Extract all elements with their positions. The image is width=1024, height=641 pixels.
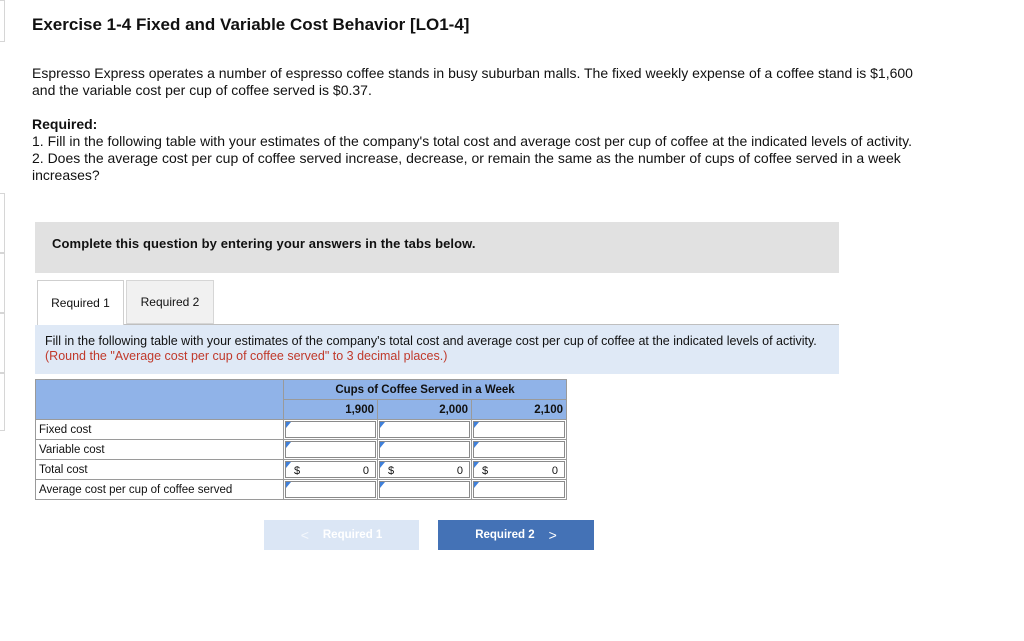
row-label: Total cost [36,460,284,480]
column-header-2000: 2,000 [378,400,472,420]
cell-value: 0 [456,465,463,477]
answer-cell [472,460,567,480]
answer-input[interactable] [473,421,565,438]
currency-symbol: $ [482,465,489,477]
input-marker-icon [380,422,385,428]
next-required-button[interactable] [438,520,594,550]
answer-cell [472,480,567,500]
required-item-2: 2. Does the average cost per cup of coffee served increase, decrease, or remain the same as the number of cups of coffee served in a week increases? [32,150,901,183]
input-marker-icon [474,462,479,468]
answer-cell [378,420,472,440]
answer-cell [284,440,378,460]
row-label: Fixed cost [36,420,284,440]
cost-table [35,379,567,500]
answer-input[interactable] [285,481,376,498]
prev-button-label: Required 1 [322,529,383,541]
table-row [36,420,567,440]
answer-cell [284,420,378,440]
answer-input[interactable] [379,421,470,438]
input-marker-icon [474,482,479,488]
answer-input[interactable] [473,481,565,498]
table-row [36,480,567,500]
column-header-1900: 1,900 [284,400,378,420]
answer-cell [378,440,472,460]
prev-required-button [264,520,419,550]
currency-symbol: $ [294,465,301,477]
answer-input[interactable] [285,461,376,478]
tab-required-2[interactable] [126,280,214,324]
input-marker-icon [286,442,291,448]
rounding-note: (Round the "Average cost per cup of coffee served" to 3 decimal places.) [45,349,448,363]
input-marker-icon [380,442,385,448]
table-row [36,460,567,480]
answer-input[interactable] [473,461,565,478]
next-button-label: Required 2 [475,529,535,541]
answer-cell [472,440,567,460]
input-marker-icon [286,482,291,488]
answer-cell [378,460,472,480]
tab-label: Required 2 [140,295,200,309]
cell-value: 0 [362,465,369,477]
banner-text: Complete this question by entering your answers in the tabs below. [52,236,476,251]
answer-cell [472,420,567,440]
left-edge-panel [0,373,5,431]
answer-input[interactable] [285,441,376,458]
answer-input[interactable] [473,441,565,458]
column-group-header: Cups of Coffee Served in a Week [284,380,567,400]
input-marker-icon [286,422,291,428]
answer-input[interactable] [379,441,470,458]
exercise-intro: Espresso Express operates a number of espresso coffee stands in busy suburban malls. The fixed weekly expense of a coffee stand is $1,600 and the variable cost per cup of coffee served is $0.37. [32,65,913,98]
input-marker-icon [286,462,291,468]
table-body [36,420,567,500]
required-section [32,116,932,184]
chevron-left-icon: < [300,527,309,543]
required-heading: Required: [32,116,98,132]
column-header-2100: 2,100 [472,400,567,420]
table-row [36,440,567,460]
left-edge-panel [0,193,5,253]
left-edge-panel [0,0,5,42]
instruction-text: Fill in the following table with your estimates of the company's total cost and average cost per cup of coffee at the indicated levels of activity. [45,334,817,348]
left-edge-panel [0,313,5,373]
page-title: Exercise 1-4 Fixed and Variable Cost Behavior [LO1-4] [32,15,470,34]
tab-label: Required 1 [51,296,110,310]
answer-cell [284,460,378,480]
input-marker-icon [380,462,385,468]
currency-symbol: $ [388,465,395,477]
answer-cell [378,480,472,500]
instruction-banner [35,222,839,273]
answer-cell [284,480,378,500]
cell-value: 0 [551,465,558,477]
input-marker-icon [474,442,479,448]
answer-input[interactable] [379,461,470,478]
answer-input[interactable] [379,481,470,498]
tab-required-1[interactable] [37,280,124,325]
table-header-blank [36,380,284,420]
input-marker-icon [474,422,479,428]
required-item-1: 1. Fill in the following table with your estimates of the company's total cost and average cost per cup of coffee at the indicated levels of activity. [32,133,912,149]
row-label: Average cost per cup of coffee served [36,480,284,500]
input-marker-icon [380,482,385,488]
row-label: Variable cost [36,440,284,460]
table-instructions [35,325,839,374]
left-edge-panel [0,253,5,313]
chevron-right-icon: > [548,527,557,543]
answer-input[interactable] [285,421,376,438]
